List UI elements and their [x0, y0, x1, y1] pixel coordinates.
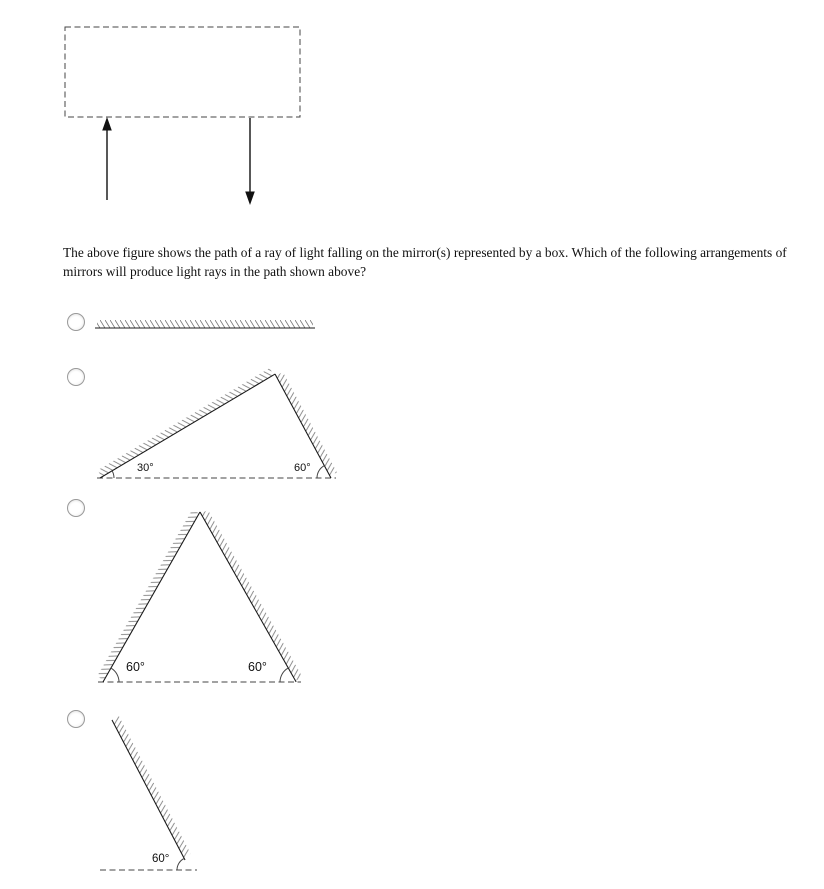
mirror-left-side	[96, 508, 200, 682]
option-b-figure-30-60-triangle	[96, 367, 338, 478]
question-text: The above figure shows the path of a ray of light falling on the mirror(s) represented by a box. Which of the following arrangements of mirrors will produce light rays in the path shown above?	[63, 245, 787, 280]
option-a-figure-horizontal-mirror	[95, 320, 315, 328]
option-c-figure-60-60-triangle	[96, 508, 303, 682]
option-d-radio[interactable]	[67, 710, 85, 728]
angle-arc-right	[280, 668, 288, 682]
option-b-radio[interactable]	[67, 368, 85, 386]
incident-ray-up-arrow	[102, 117, 112, 200]
angle-arc-left	[112, 471, 114, 478]
angle-label-60-right: 60°	[248, 660, 267, 674]
mirror-right-side	[200, 508, 303, 682]
angle-label-60: 60°	[152, 853, 170, 865]
mirror-box	[65, 27, 300, 117]
mirror-hatching	[97, 320, 313, 328]
angle-label-60: 60°	[294, 462, 311, 474]
mirror-hypotenuse	[96, 367, 275, 478]
reflected-ray-down-arrow	[245, 118, 255, 205]
angle-label-30: 30°	[137, 462, 154, 474]
mirror-inclined	[112, 716, 192, 860]
option-d-figure-inclined-mirror	[100, 716, 197, 870]
angle-arc-right	[317, 466, 324, 478]
mirror-box-figure	[65, 27, 300, 205]
option-a-radio[interactable]	[67, 313, 85, 331]
angle-arc-left	[111, 668, 119, 682]
angle-label-60-left: 60°	[126, 660, 145, 674]
option-c-radio[interactable]	[67, 499, 85, 517]
angle-arc	[177, 859, 184, 871]
